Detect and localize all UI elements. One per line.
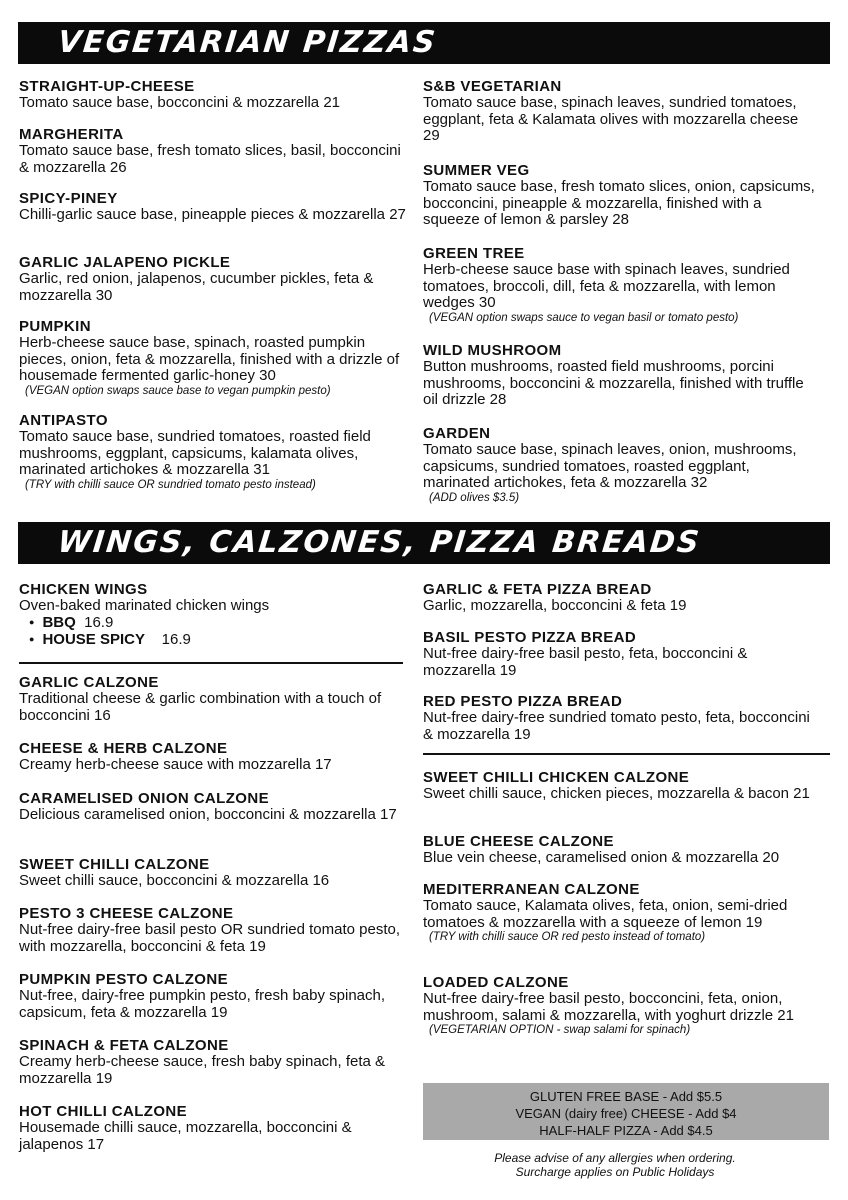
item-desc: Tomato sauce base, spinach leaves, sundried tomatoes, eggplant, feta & Kalamata olives with mozzarella cheese 29	[423, 94, 799, 144]
item-name: CHEESE & HERB CALZONE	[19, 740, 228, 757]
item-note: (ADD olives $3.5)	[429, 491, 520, 504]
item-name: RED PESTO PIZZA BREAD	[423, 693, 623, 710]
item-name: ANTIPASTO	[19, 412, 108, 429]
menu-item	[19, 1104, 414, 1153]
menu-item	[19, 857, 414, 890]
menu-item	[19, 79, 414, 112]
item-name: GARLIC & FETA PIZZA BREAD	[423, 581, 652, 598]
menu-item	[19, 191, 414, 224]
extra-line: GLUTEN FREE BASE - Add $5.5	[529, 1089, 723, 1104]
wings-option: ● BBQ 16.9	[29, 615, 414, 633]
extras-box	[423, 1083, 829, 1140]
menu-item	[19, 1038, 414, 1087]
item-desc: Delicious caramelised onion, bocconcini & mozzarella 17	[19, 806, 397, 823]
item-note: (TRY with chilli sauce OR red pesto instead of tomato)	[429, 931, 706, 943]
item-desc: Traditional cheese & garlic combination with a touch of bocconcini 16	[19, 690, 382, 724]
item-name: GREEN TREE	[423, 245, 525, 262]
item-name: STRAIGHT-UP-CHEESE	[19, 78, 195, 95]
section-title: VEGETARIAN PIZZAS	[56, 25, 439, 60]
item-desc: Tomato sauce base, sundried tomatoes, roasted field mushrooms, eggplant, capsicums, kalamata olives, marinated artichokes & mozzarella 31	[19, 428, 371, 478]
menu-item	[19, 972, 414, 1021]
item-name: MARGHERITA	[19, 126, 124, 143]
item-desc: Nut-free, dairy-free pumpkin pesto, fresh baby spinach, capsicum, feta & mozzarella 19	[19, 987, 386, 1021]
item-desc: Button mushrooms, roasted field mushrooms, porcini mushrooms, bocconcini & mozzarella, finished with truffle oil drizzle 28	[423, 358, 804, 408]
wings-options	[19, 615, 414, 650]
item-desc: Garlic, mozzarella, bocconcini & feta 19	[423, 597, 687, 614]
item-name: SWEET CHILLI CALZONE	[19, 856, 210, 873]
section-title: WINGS, CALZONES, PIZZA BREADS	[56, 525, 703, 560]
menu-item	[423, 770, 818, 803]
item-name: CHICKEN WINGS	[19, 581, 148, 598]
item-name: BLUE CHEESE CALZONE	[423, 833, 614, 850]
item-desc: Sweet chilli sauce, bocconcini & mozzarella 16	[19, 872, 330, 889]
item-name: PESTO 3 CHEESE CALZONE	[19, 905, 234, 922]
item-desc: Oven-baked marinated chicken wings	[19, 597, 270, 614]
item-desc: Housemade chilli sauce, mozzarella, bocconcini & jalapenos 17	[19, 1119, 352, 1153]
item-name: LOADED CALZONE	[423, 974, 569, 991]
item-name: PUMPKIN PESTO CALZONE	[19, 971, 228, 988]
item-note: (VEGAN option swaps sauce base to vegan pumpkin pesto)	[25, 384, 331, 397]
menu-item	[19, 741, 414, 774]
menu-item	[423, 975, 818, 1037]
item-desc: Creamy herb-cheese sauce, fresh baby spinach, feta & mozzarella 19	[19, 1053, 386, 1087]
item-desc: Chilli-garlic sauce base, pineapple pieces & mozzarella 27	[19, 206, 406, 223]
wings-option: ● HOUSE SPICY 16.9	[29, 632, 414, 650]
item-desc: Creamy herb-cheese sauce with mozzarella 17	[19, 756, 332, 773]
item-name: MEDITERRANEAN CALZONE	[423, 881, 640, 898]
item-name: SUMMER VEG	[423, 162, 530, 179]
menu-item	[423, 79, 818, 145]
item-desc: Nut-free dairy-free basil pesto OR sundried tomato pesto, with mozzarella, bocconcini & feta 19	[19, 921, 401, 955]
item-desc: Herb-cheese sauce base with spinach leaves, sundried tomatoes, broccoli, dill, feta & mozzarella, with lemon wedges 30	[423, 261, 790, 311]
menu-item	[423, 882, 818, 944]
item-name: PUMPKIN	[19, 318, 91, 335]
item-name: S&B VEGETARIAN	[423, 78, 562, 95]
vegetarian-banner	[18, 22, 830, 64]
extra-line: HALF-HALF PIZZA - Add $4.5	[539, 1123, 713, 1138]
menu-item	[19, 906, 414, 955]
item-name: CARAMELISED ONION CALZONE	[19, 790, 269, 807]
menu-item	[423, 246, 818, 325]
menu-item	[423, 630, 818, 679]
item-name: SWEET CHILLI CHICKEN CALZONE	[423, 769, 690, 786]
item-name: GARLIC JALAPENO PICKLE	[19, 254, 231, 271]
allergy-note: Please advise of any allergies when ordering.	[494, 1151, 736, 1165]
item-name: GARLIC CALZONE	[19, 674, 159, 691]
menu-item	[19, 255, 414, 304]
menu-item	[423, 163, 818, 229]
item-desc: Herb-cheese sauce base, spinach, roasted pumpkin pieces, onion, feta & mozzarella, finished with a drizzle of housemade fermented garlic-honey 30	[19, 334, 400, 384]
item-desc: Nut-free dairy-free basil pesto, feta, bocconcini & mozzarella 19	[423, 645, 748, 679]
surcharge-note: Surcharge applies on Public Holidays	[515, 1165, 715, 1179]
item-note: (VEGAN option swaps sauce to vegan basil or tomato pesto)	[429, 311, 739, 324]
menu-item	[19, 127, 414, 176]
item-desc: Nut-free dairy-free sundried tomato pesto, feta, bocconcini & mozzarella 19	[423, 709, 810, 743]
menu-item	[19, 413, 414, 492]
wings-calzones-banner	[18, 522, 830, 564]
menu-item	[423, 426, 818, 505]
item-name: SPINACH & FETA CALZONE	[19, 1037, 229, 1054]
extra-line: VEGAN (dairy free) CHEESE - Add $4	[515, 1106, 737, 1121]
footer-note	[423, 1151, 807, 1179]
item-desc: Sweet chilli sauce, chicken pieces, mozzarella & bacon 21	[423, 785, 810, 802]
menu-item	[19, 319, 414, 398]
item-desc: Nut-free dairy-free basil pesto, bocconcini, feta, onion, mushroom, salami & mozzarella, with yoghurt drizzle 21	[423, 990, 794, 1024]
item-note: (VEGETARIAN OPTION - swap salami for spinach)	[429, 1024, 691, 1036]
item-desc: Tomato sauce base, fresh tomato slices, basil, bocconcini & mozzarella 26	[19, 142, 401, 176]
menu-item	[423, 834, 818, 867]
menu-item	[423, 582, 818, 615]
item-note: (TRY with chilli sauce OR sundried tomato pesto instead)	[25, 478, 316, 491]
chicken-wings-item	[19, 582, 414, 650]
item-desc: Tomato sauce base, bocconcini & mozzarella 21	[19, 94, 341, 111]
item-desc: Garlic, red onion, jalapenos, cucumber pickles, feta & mozzarella 30	[19, 270, 374, 304]
item-name: WILD MUSHROOM	[423, 342, 562, 359]
item-desc: Blue vein cheese, caramelised onion & mozzarella 20	[423, 849, 780, 866]
item-name: HOT CHILLI CALZONE	[19, 1103, 188, 1120]
divider	[423, 753, 830, 755]
menu-item	[19, 675, 414, 724]
divider	[19, 662, 403, 664]
item-name: GARDEN	[423, 425, 491, 442]
item-desc: Tomato sauce base, spinach leaves, onion, mushrooms, capsicums, sundried tomatoes, roasted eggplant, marinated artichokes, feta & mozzarella 32	[423, 441, 797, 491]
menu-item	[423, 343, 818, 409]
menu-item	[19, 791, 414, 824]
item-desc: Tomato sauce, Kalamata olives, feta, onion, semi-dried tomatoes & mozzarella with a squeeze of lemon 19	[423, 897, 788, 931]
item-name: SPICY-PINEY	[19, 190, 118, 207]
item-name: BASIL PESTO PIZZA BREAD	[423, 629, 637, 646]
menu-item	[423, 694, 818, 743]
item-desc: Tomato sauce base, fresh tomato slices, onion, capsicums, bocconcini, pineapple & mozzarella, finished with a squeeze of lemon & parsley 28	[423, 178, 815, 228]
